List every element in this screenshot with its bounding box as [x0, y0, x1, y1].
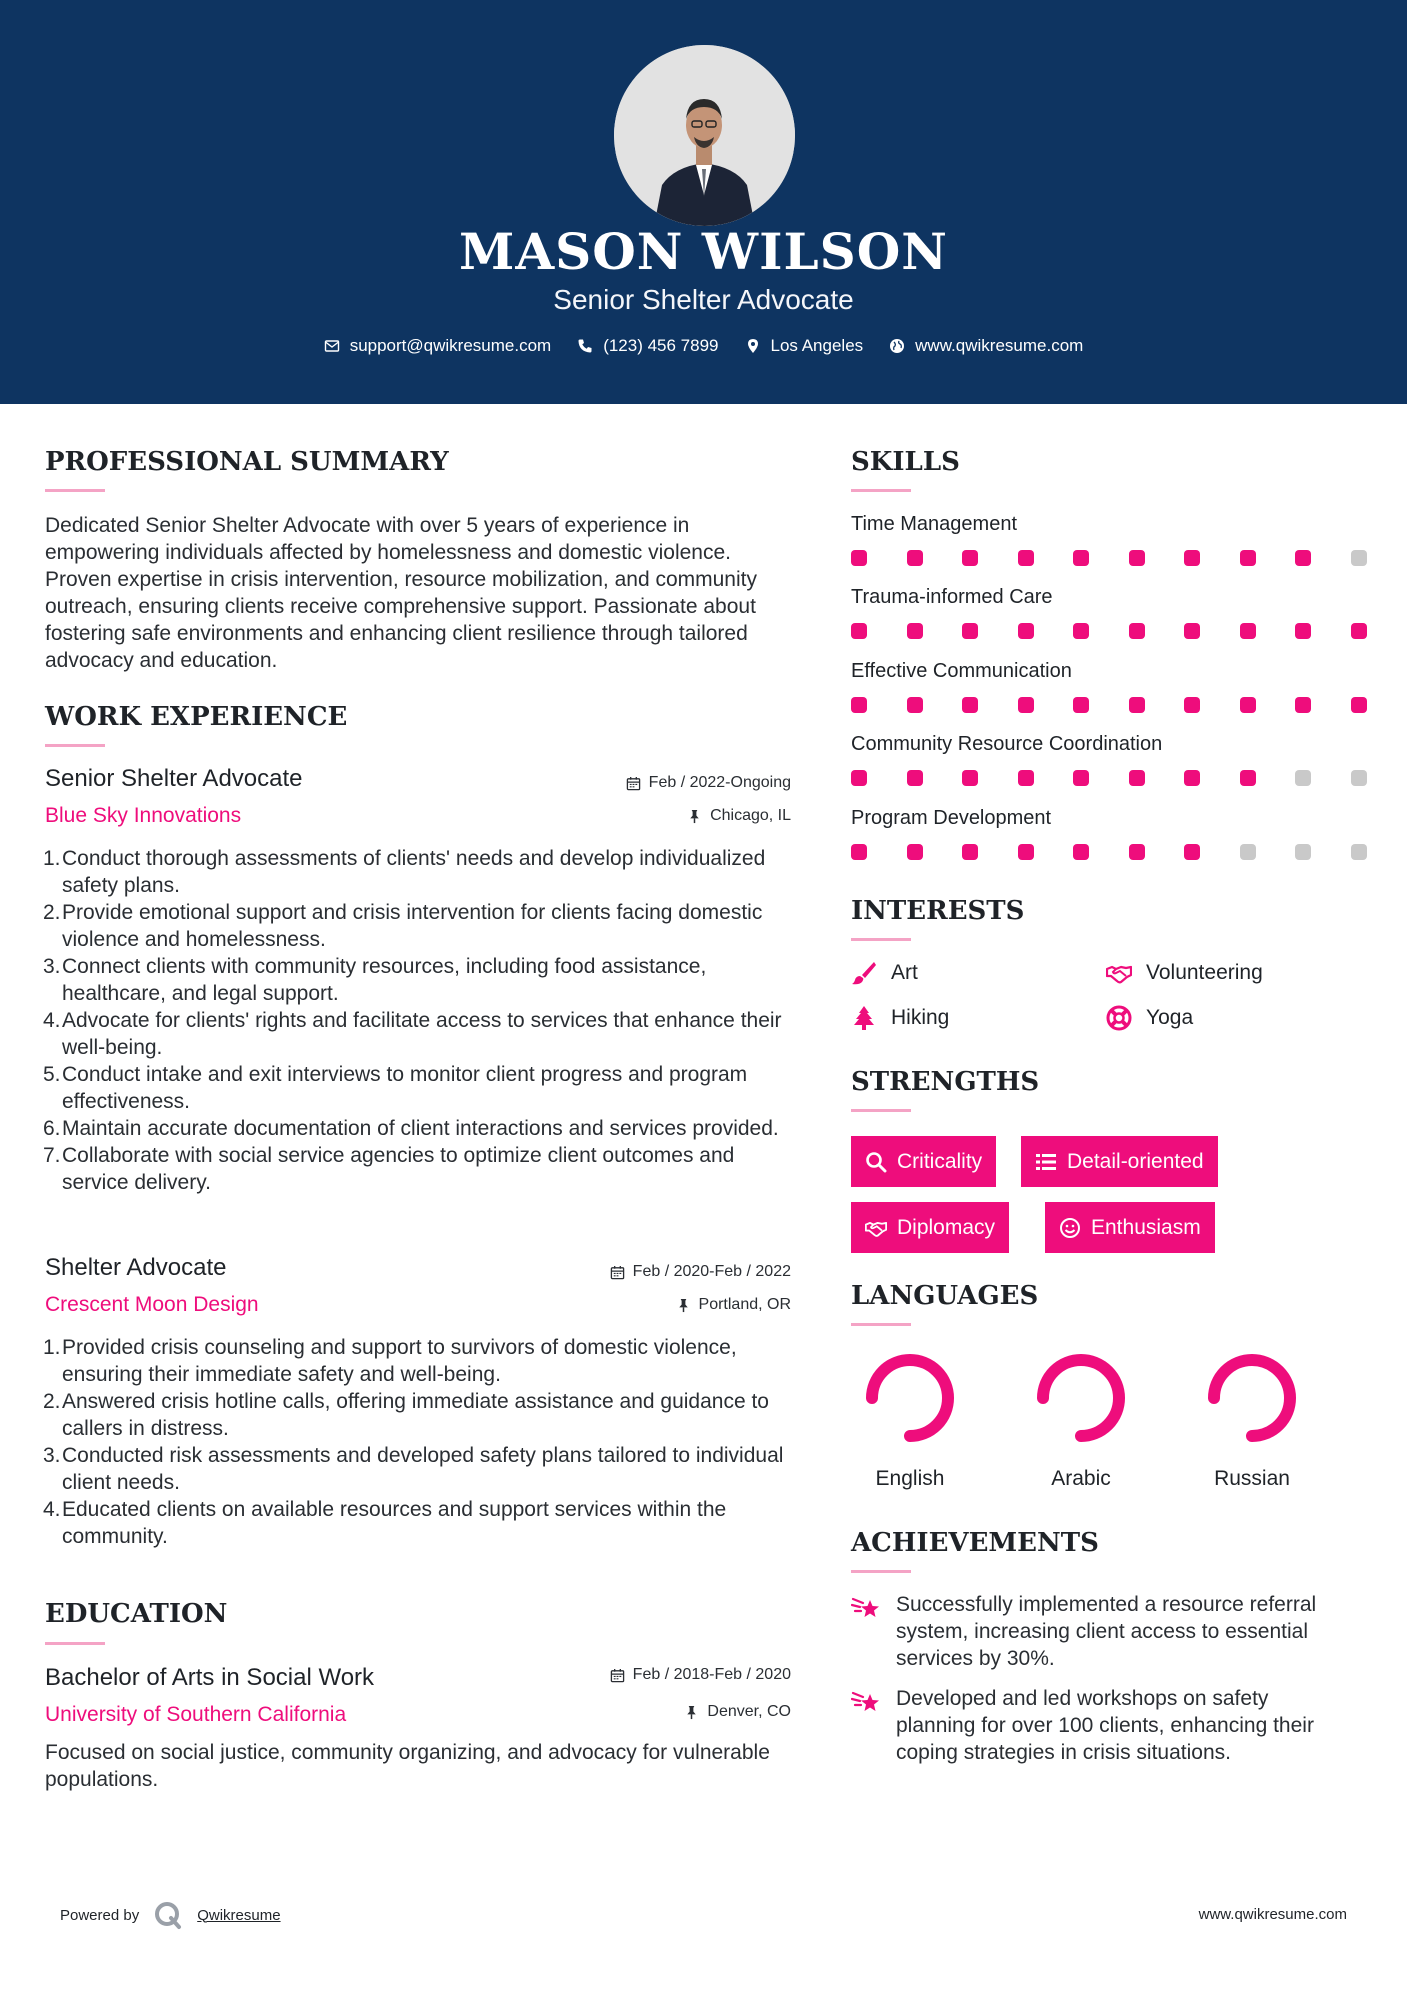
contact-email-text: support@qwikresume.com	[349, 336, 552, 355]
qwikresume-link[interactable]: Qwikresume	[197, 1906, 281, 1924]
skills-heading: SKILLS	[851, 447, 960, 477]
powered-by-text: Powered by	[60, 1906, 140, 1924]
list-item: 3. Conducted risk assessments and developed safety plans tailored to individual client needs.	[43, 1444, 784, 1494]
summary-underline	[45, 489, 105, 492]
summary-text: Dedicated Senior Shelter Advocate with over 5 years of experience in empowering individuals affected by homelessness and domestic violence. Proven expertise in crisis intervention, resource mobilization, and community outreach, ensuring clients receive comprehensive support. Passionate about fostering safe environments and enhancing client resilience through tailored advocacy and education.	[45, 514, 757, 672]
tree-icon	[851, 1005, 877, 1031]
languages-heading: LANGUAGES	[851, 1281, 1039, 1311]
contact-email[interactable]	[324, 336, 552, 356]
list-item: 4. Advocate for clients' rights and facilitate access to services that enhance their well-being.	[43, 1009, 782, 1059]
school-name: University of Southern California	[45, 1703, 347, 1726]
skill-dot-filled	[1073, 550, 1089, 566]
language-ring	[860, 1348, 960, 1448]
interest-label: Hiking	[891, 1006, 950, 1029]
education-description: Focused on social justice, community organizing, and advocacy for vulnerable populations.	[45, 1741, 770, 1791]
calendar-icon	[610, 1265, 625, 1280]
skill-dot-filled	[1240, 697, 1256, 713]
interest-label: Volunteering	[1146, 961, 1263, 984]
language-item	[850, 1348, 970, 1491]
phone-icon	[577, 338, 593, 354]
skill-dot-filled	[851, 770, 867, 786]
interest-yoga	[1106, 1005, 1193, 1031]
thumbtack-icon	[676, 1298, 691, 1313]
strength-label: Enthusiasm	[1091, 1215, 1201, 1239]
skill-dot-empty	[1295, 844, 1311, 860]
degree-title: Bachelor of Arts in Social Work	[45, 1664, 375, 1691]
skill-name: Time Management	[851, 513, 1017, 535]
skill-dot-filled	[962, 697, 978, 713]
skill-level-dots	[851, 770, 1364, 788]
language-name: Russian	[1214, 1467, 1290, 1490]
skill-dot-empty	[1240, 844, 1256, 860]
education-location-text: Denver, CO	[707, 1703, 791, 1720]
achievement-text: Developed and led workshops on safety planning for over 100 clients, enhancing their coping strategies in crisis situations.	[896, 1687, 1314, 1764]
education-dates-text: Feb / 2018-Feb / 2020	[632, 1666, 791, 1683]
skill-dot-filled	[1129, 623, 1145, 639]
education-heading: EDUCATION	[45, 1599, 228, 1629]
skill-dot-filled	[1184, 770, 1200, 786]
interest-art	[851, 960, 918, 986]
strength-badge	[1021, 1136, 1218, 1187]
skill-dot-filled	[1018, 844, 1034, 860]
language-ring-arc	[1214, 1360, 1290, 1436]
contact-phone[interactable]	[577, 336, 718, 356]
list-item: 4. Educated clients on available resources and support services within the community.	[43, 1498, 727, 1548]
calendar-icon	[610, 1668, 625, 1683]
interests-underline	[851, 938, 911, 941]
job-dates-text: Feb / 2020-Feb / 2022	[632, 1263, 791, 1280]
job-duties-list	[43, 845, 798, 1196]
language-item	[1021, 1348, 1141, 1491]
profile-photo	[614, 45, 795, 226]
skills-underline	[851, 489, 911, 492]
skill-dot-empty	[1351, 550, 1367, 566]
shooting-star-icon	[851, 1591, 883, 1623]
job-location-text: Portland, OR	[698, 1296, 791, 1313]
job-location	[687, 807, 791, 825]
shooting-star-icon	[851, 1685, 883, 1717]
language-name: Arabic	[1051, 1467, 1111, 1490]
skill-dot-filled	[1073, 844, 1089, 860]
list-icon	[1035, 1151, 1057, 1173]
smile-icon	[1059, 1217, 1081, 1239]
skill-dot-filled	[1129, 770, 1145, 786]
skill-dot-filled	[851, 550, 867, 566]
skill-dot-filled	[1351, 697, 1367, 713]
interest-hiking	[851, 1005, 949, 1031]
job-dates-text: Feb / 2022-Ongoing	[648, 774, 791, 791]
strength-label: Criticality	[897, 1149, 983, 1173]
skill-dot-filled	[907, 844, 923, 860]
achievements-heading: ACHIEVEMENTS	[851, 1528, 1099, 1558]
skill-dot-filled	[851, 623, 867, 639]
skill-dot-filled	[907, 623, 923, 639]
skill-dot-filled	[962, 770, 978, 786]
skill-name: Trauma-informed Care	[851, 586, 1053, 608]
skill-dot-filled	[907, 550, 923, 566]
language-ring-arc	[1043, 1360, 1119, 1436]
list-item: 2. Answered crisis hotline calls, offering immediate assistance and guidance to callers in distress.	[43, 1390, 769, 1440]
interest-volunteering	[1106, 960, 1263, 986]
strength-badge	[851, 1136, 996, 1187]
interest-label: Yoga	[1146, 1006, 1194, 1029]
strength-label: Detail-oriented	[1067, 1149, 1204, 1173]
skill-dot-filled	[1184, 844, 1200, 860]
achievements-underline	[851, 1570, 911, 1573]
skill-dot-filled	[1184, 550, 1200, 566]
strengths-heading: STRENGTHS	[851, 1067, 1040, 1097]
strength-label: Diplomacy	[897, 1215, 996, 1239]
skill-dot-filled	[1129, 550, 1145, 566]
achievement-item	[851, 1591, 1351, 1672]
skill-level-dots	[851, 697, 1364, 715]
skill-dot-filled	[1018, 697, 1034, 713]
skill-dot-filled	[851, 697, 867, 713]
language-ring	[1202, 1348, 1302, 1448]
job-location	[676, 1296, 791, 1314]
language-item	[1192, 1348, 1312, 1491]
achievement-text: Successfully implemented a resource referral system, increasing client access to essential services by 30%.	[896, 1593, 1317, 1670]
skill-dot-empty	[1351, 770, 1367, 786]
education-location	[684, 1703, 791, 1721]
skill-dot-filled	[1129, 697, 1145, 713]
skill-dot-filled	[1240, 770, 1256, 786]
contact-website-text: www.qwikresume.com	[915, 336, 1084, 355]
skill-dot-filled	[1295, 550, 1311, 566]
skill-dot-filled	[1240, 550, 1256, 566]
strength-badge	[851, 1202, 1009, 1253]
candidate-name: MASON WILSON	[459, 222, 948, 281]
job-dates	[610, 1263, 791, 1281]
language-ring-arc	[872, 1360, 948, 1436]
skill-dot-filled	[1295, 697, 1311, 713]
skill-dot-filled	[1240, 623, 1256, 639]
skill-dot-filled	[1351, 623, 1367, 639]
skill-dot-filled	[1073, 623, 1089, 639]
skill-dot-filled	[851, 844, 867, 860]
skill-dot-filled	[1073, 770, 1089, 786]
interests-heading: INTERESTS	[851, 896, 1025, 926]
skill-dot-filled	[907, 697, 923, 713]
skill-level-dots	[851, 844, 1364, 862]
skill-dot-filled	[1018, 550, 1034, 566]
experience-heading: WORK EXPERIENCE	[45, 702, 348, 732]
interest-label: Art	[891, 961, 918, 984]
resume-header	[0, 0, 1407, 404]
job-duties-list	[43, 1334, 798, 1550]
job-title: Shelter Advocate	[45, 1254, 227, 1281]
skill-dot-filled	[1018, 770, 1034, 786]
job-company: Blue Sky Innovations	[45, 804, 242, 827]
calendar-icon	[626, 776, 641, 791]
list-item: 1. Conduct thorough assessments of clients' needs and develop individualized safety plans.	[43, 847, 766, 897]
globe-icon	[889, 338, 905, 354]
summary-heading: PROFESSIONAL SUMMARY	[45, 447, 449, 477]
list-item: 2. Provide emotional support and crisis intervention for clients facing domestic violence and homelessness.	[43, 901, 763, 951]
job-location-text: Chicago, IL	[710, 807, 791, 824]
qwikresume-logo-icon	[153, 1900, 183, 1930]
language-ring	[1031, 1348, 1131, 1448]
skill-dot-filled	[962, 550, 978, 566]
candidate-role: Senior Shelter Advocate	[553, 284, 854, 315]
experience-underline	[45, 744, 105, 747]
skill-name: Effective Communication	[851, 660, 1072, 682]
map-pin-icon	[745, 338, 761, 354]
skill-dot-filled	[907, 770, 923, 786]
list-item: 1. Provided crisis counseling and support to survivors of domestic violence, ensuring their immediate safety and well-being.	[43, 1336, 737, 1386]
handshake-icon	[865, 1217, 887, 1239]
skill-dot-filled	[1129, 844, 1145, 860]
skill-dot-filled	[1073, 697, 1089, 713]
skill-level-dots	[851, 623, 1364, 641]
contact-bar	[0, 336, 1407, 356]
achievement-item	[851, 1685, 1351, 1766]
list-item: 6. Maintain accurate documentation of client interactions and services provided.	[43, 1117, 779, 1140]
contact-location-text: Los Angeles	[770, 336, 864, 355]
languages-underline	[851, 1323, 911, 1326]
skill-dot-filled	[1295, 623, 1311, 639]
search-icon	[865, 1151, 887, 1173]
list-item: 5. Conduct intake and exit interviews to monitor client progress and program effectiveness.	[43, 1063, 748, 1113]
skill-dot-filled	[1018, 623, 1034, 639]
education-dates	[610, 1666, 791, 1684]
skill-dot-empty	[1351, 844, 1367, 860]
language-name: English	[875, 1467, 945, 1490]
list-item: 3. Connect clients with community resources, including food assistance, healthcare, and legal support.	[43, 955, 707, 1005]
contact-website[interactable]	[889, 336, 1083, 356]
strength-badge	[1045, 1202, 1215, 1253]
handshake-icon	[1106, 960, 1132, 986]
list-item: 7. Collaborate with social service agencies to optimize client outcomes and service delivery.	[43, 1144, 735, 1194]
skill-dot-empty	[1295, 770, 1311, 786]
thumbtack-icon	[687, 809, 702, 824]
envelope-icon	[324, 338, 340, 354]
skill-dot-filled	[1184, 697, 1200, 713]
skill-dot-filled	[962, 623, 978, 639]
thumbtack-icon	[684, 1705, 699, 1720]
skill-level-dots	[851, 550, 1364, 568]
education-underline	[45, 1642, 105, 1645]
job-title: Senior Shelter Advocate	[45, 765, 303, 792]
job-company: Crescent Moon Design	[45, 1293, 259, 1316]
skill-name: Community Resource Coordination	[851, 733, 1163, 755]
job-dates	[626, 774, 791, 792]
strengths-underline	[851, 1109, 911, 1112]
life-ring-icon	[1106, 1005, 1132, 1031]
skill-dot-filled	[962, 844, 978, 860]
contact-phone-text: (123) 456 7899	[603, 336, 719, 355]
paintbrush-icon	[851, 960, 877, 986]
skill-name: Program Development	[851, 807, 1052, 829]
footer-powered-by	[60, 1900, 281, 1930]
footer-website[interactable]: www.qwikresume.com	[1198, 1906, 1347, 1923]
contact-location	[745, 336, 864, 356]
skill-dot-filled	[1184, 623, 1200, 639]
